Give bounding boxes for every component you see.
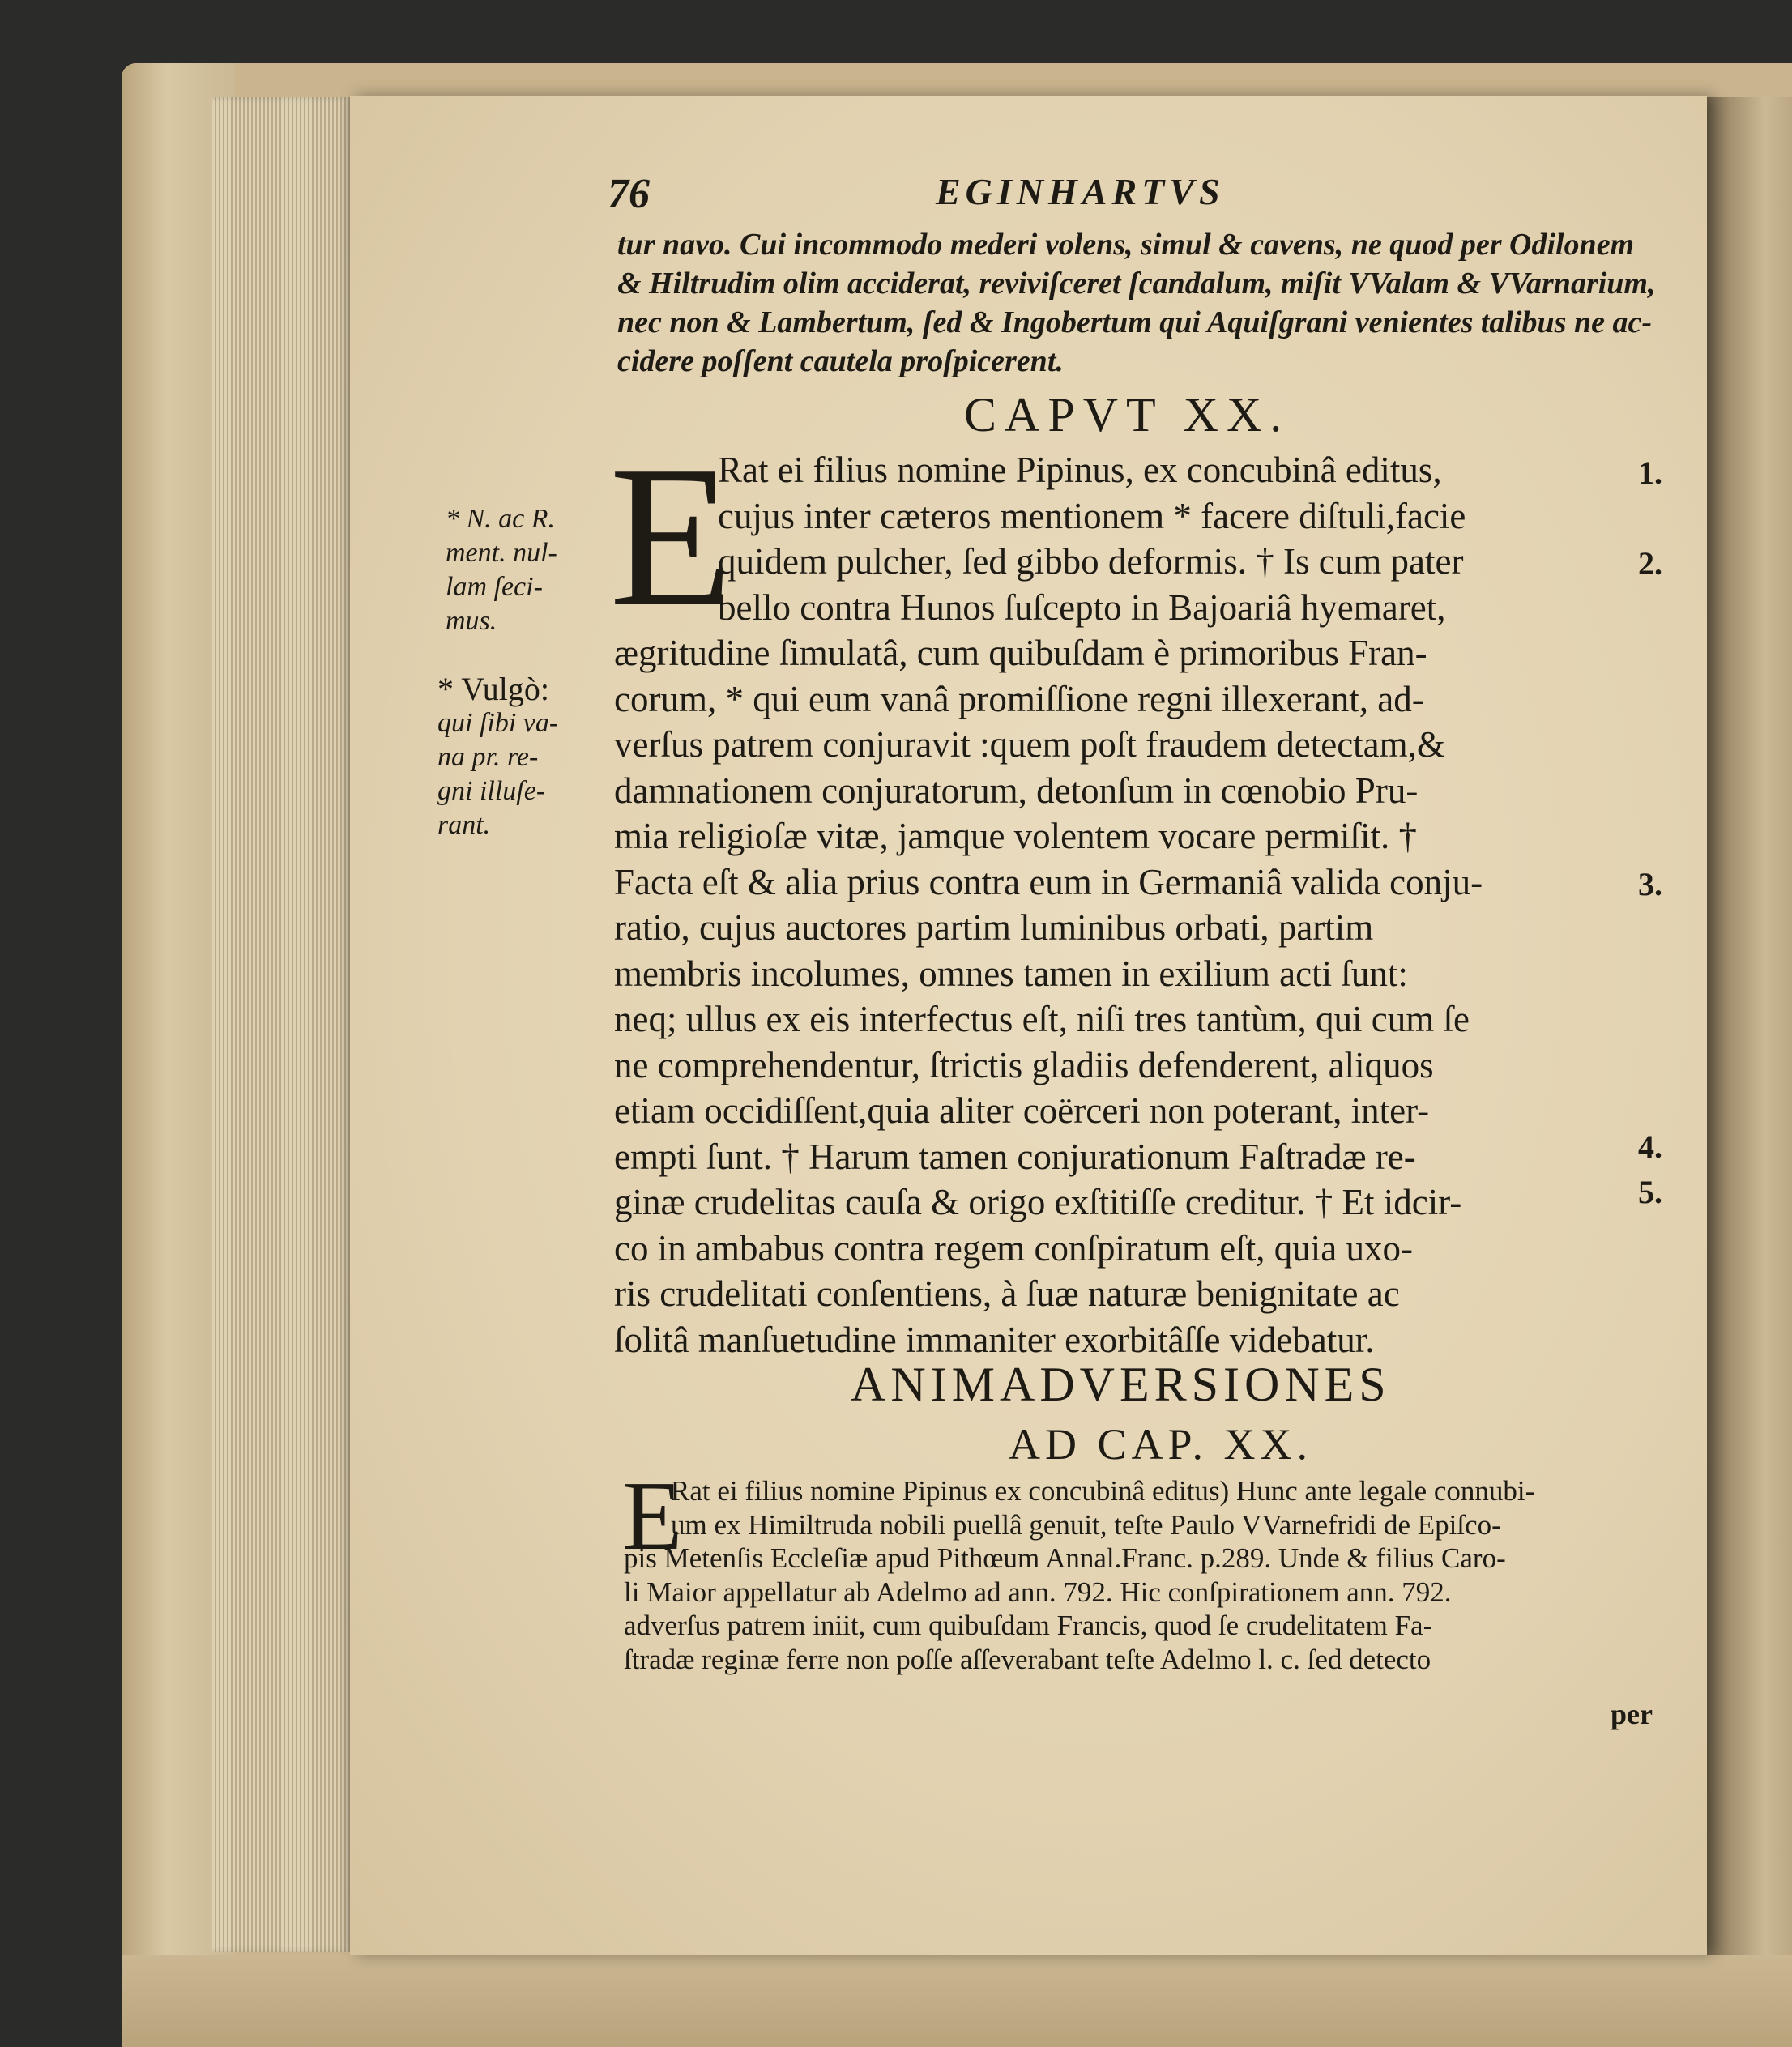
chapter-heading: CAPVT XX. — [964, 388, 1291, 441]
running-title: EGINHARTVS — [936, 171, 1225, 212]
body-line: damnationem conjuratorum, detonſum in cœnobio Pru- — [614, 770, 1419, 811]
body-line: ſolitâ manſuetudine immaniter exorbitâſſe videbatur. — [614, 1319, 1375, 1360]
margin-note-line: rant. — [437, 810, 491, 840]
margin-number: 3. — [1638, 866, 1662, 902]
intro-line: nec non & Lambertum, ſed & Ingobertum qui Aquiſgrani venientes talibus ne ac- — [617, 305, 1652, 339]
book-bottom-edge — [122, 1955, 1792, 2047]
intro-paragraph — [617, 225, 1670, 381]
animadversiones-heading: ANIMADVERSIONES — [851, 1358, 1391, 1411]
body-line: co in ambabus contra regem conſpiratum eſt, quia uxo- — [614, 1227, 1413, 1269]
body-line: verſus patrem conjuravit :quem poſt fraudem detectam,& — [614, 724, 1445, 765]
margin-note-line: qui ſibi va- — [437, 708, 559, 738]
book-gutter — [1701, 97, 1792, 1960]
commentary-text — [624, 1474, 1669, 1676]
body-line: ne comprehendentur, ſtrictis gladiis defenderent, aliquos — [614, 1044, 1434, 1085]
body-line: neq; ullus ex eis interfectus eſt, niſi tres tantùm, qui cum ſe — [614, 999, 1470, 1039]
drop-cap: E — [609, 424, 733, 649]
note-initial: E — [622, 1461, 683, 1571]
commentary-line: um ex Himiltruda nobili puellâ genuit, teſte Paulo VVarnefridi de Epiſco- — [671, 1508, 1501, 1541]
margin-number: 5. — [1638, 1174, 1662, 1210]
margin-note-line: ment. nul- — [446, 538, 557, 568]
margin-note-line: na pr. re- — [437, 742, 539, 772]
body-line: etiam occidiſſent,quia aliter coërceri non poterant, inter- — [614, 1090, 1430, 1131]
body-line: membris incolumes, omnes tamen in exilium acti ſunt: — [614, 953, 1408, 994]
body-line: ægritudine ſimulatâ, cum quibuſdam è primoribus Fran- — [614, 633, 1427, 673]
commentary-line: adverſus patrem iniit, cum quibuſdam Francis, quod ſe crudelitatem Fa- — [624, 1610, 1433, 1641]
margin-number: 2. — [1638, 545, 1662, 582]
margin-number: 4. — [1638, 1128, 1662, 1165]
margin-note-line: gni illuſe- — [437, 776, 546, 806]
commentary-line: li Maior appellatur ab Adelmo ad ann. 792. Hic conſpirationem ann. 792. — [624, 1576, 1452, 1608]
commentary-line: pis Metenſis Eccleſiæ apud Pithœum Annal.Franc. p.289. Unde & filius Caro- — [624, 1542, 1506, 1574]
body-line: quidem pulcher, ſed gibbo deformis. † Is cum pater — [718, 541, 1464, 582]
intro-line: tur navo. Cui incommodo mederi volens, simul & cavens, ne quod per Odilonem — [617, 228, 1635, 262]
margin-note-2 — [437, 672, 558, 842]
intro-line: cidere poſſent cautela proſpicerent. — [617, 344, 1064, 378]
margin-note-line: lam ſeci- — [446, 572, 543, 602]
body-line: empti ſunt. † Harum tamen conjurationum Faſtradæ re- — [614, 1136, 1416, 1177]
animadversiones-subheading: AD CAP. XX. — [1009, 1420, 1313, 1469]
body-line: ginæ crudelitas cauſa & origo exſtitiſſe creditur. † Et idcir- — [614, 1182, 1462, 1222]
page-header — [608, 162, 1669, 219]
page-number: 76 — [608, 171, 650, 217]
margin-number: 1. — [1638, 454, 1662, 491]
intro-line: & Hiltrudim olim acciderat, reviviſceret ſcandalum, miſit VValam & VVarnarium, — [617, 267, 1656, 301]
margin-note-1 — [446, 502, 557, 638]
body-line: Facta eſt & alia prius contra eum in Germaniâ valida conju- — [614, 861, 1483, 902]
commentary-line: Rat ei filius nomine Pipinus ex concubinâ editus) Hunc ante legale connubi- — [671, 1475, 1535, 1507]
body-line: mia religioſæ vitæ, jamque volentem vocare permiſit. † — [614, 816, 1418, 856]
body-line: bello contra Hunos ſuſcepto in Bajoariâ hyemaret, — [718, 586, 1446, 628]
chapter-body — [614, 447, 1667, 1363]
body-line: cujus inter cæteros mentionem * facere diſtuli,facie — [718, 495, 1466, 536]
catchword: per — [1611, 1698, 1653, 1730]
margin-note-line: * Vulgò: — [437, 671, 549, 707]
body-line: ris crudelitati conſentiens, à ſuæ naturæ benignitate ac — [614, 1273, 1400, 1314]
body-line: corum, * qui eum vanâ promiſſione regni illexerant, ad- — [614, 678, 1424, 719]
commentary-line: ſtradæ reginæ ferre non poſſe aſſeverabant teſte Adelmo l. c. ſed detecto — [624, 1643, 1431, 1675]
body-line: Rat ei filius nomine Pipinus, ex concubinâ editus, — [718, 450, 1442, 490]
margin-note-line: mus. — [446, 606, 497, 636]
margin-note-line: * N. ac R. — [446, 504, 556, 534]
body-line: ratio, cujus auctores partim luminibus orbati, partim — [614, 907, 1374, 948]
page-stack-edge — [212, 97, 350, 1952]
